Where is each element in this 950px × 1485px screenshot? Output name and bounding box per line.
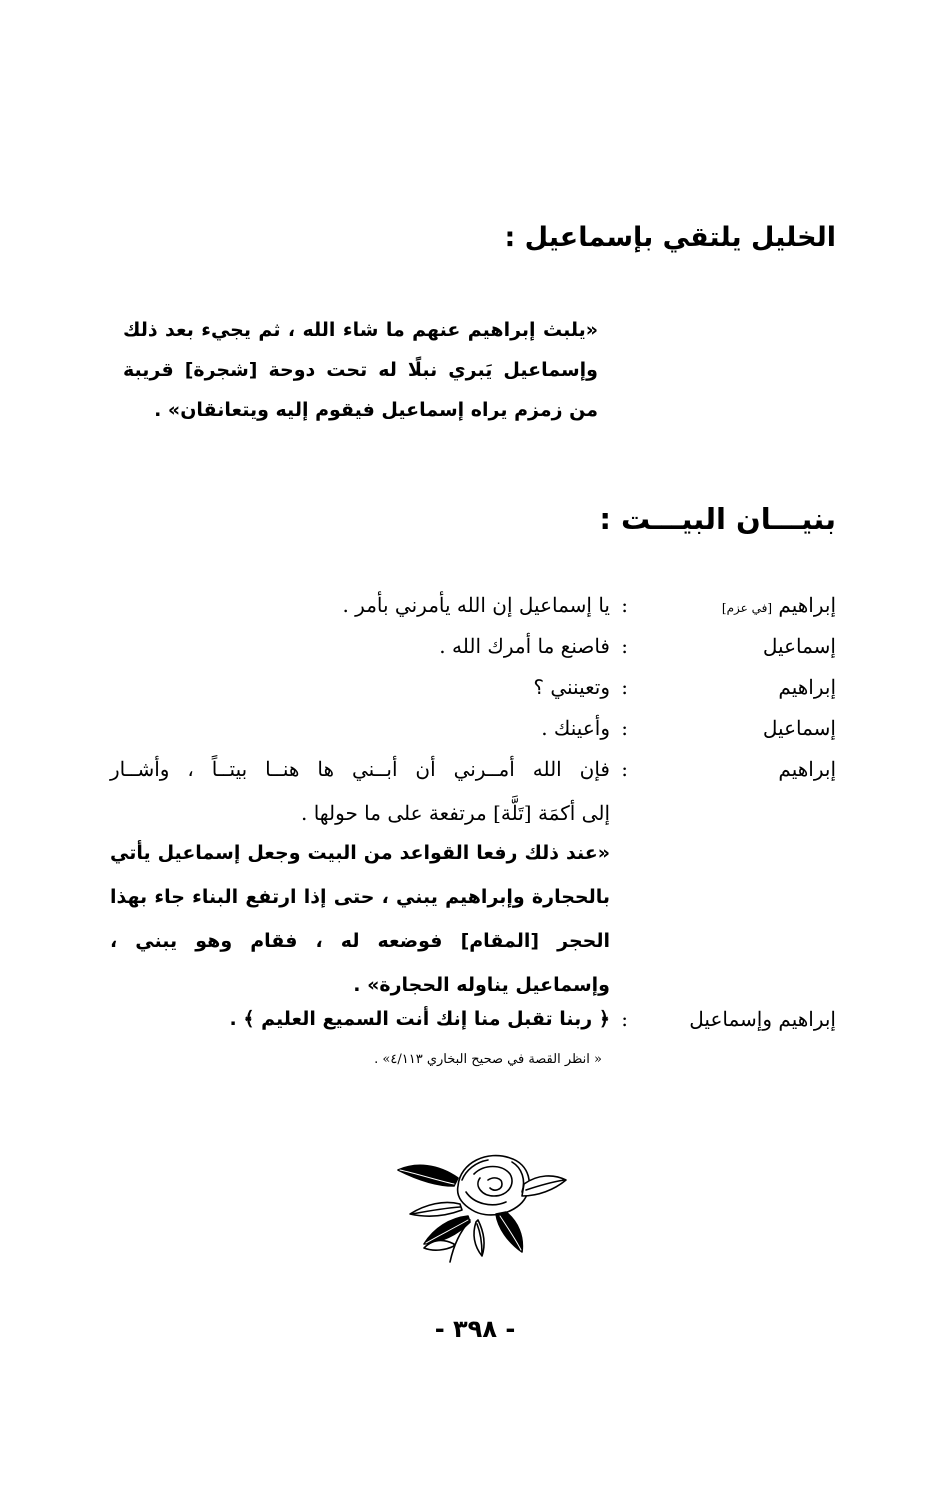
dialogue-row [110,999,836,1040]
footnote: « انظر القصة في صحيح البخاري ٤/١١٣» . [374,1052,602,1067]
dialogue-line: يا إسماعيل إن الله يأمرني بأمر . [342,593,610,617]
speaker-name: إسماعيل [762,634,836,658]
narration-paragraph: «عند ذلك رفعا القواعد من البيت وجعل إسماعيل يأتي بالحجارة وإبراهيم يبني ، حتى إذا ارتفع البناء جاء بهذا الحجر [المقام] فوضعه له ، فقام وهو يبني ، وإسماعيل يناوله الحجارة» . [110,842,610,996]
page-number: - ٣٩٨ - [434,1315,516,1343]
hadith-quote-paragraph: «يلبث إبراهيم عنهم ما شاء الله ، ثم يجيء بعد ذلك وإسماعيل يَبري نبلًا له تحت دوحة [شجرة] قريبة من زمزم يراه إسماعيل فيقوم إليه ويتعانقان» . [123,319,598,421]
dialogue-line: فاصنع ما أمرك الله . [439,634,610,658]
dialogue-row [110,626,836,667]
colon-separator: : [621,1007,628,1031]
colon-separator: : [621,675,628,699]
dialogue-line: وتعينني ؟ [533,675,610,699]
dialogue-row [110,585,836,626]
rose-ornament-icon [388,1134,568,1264]
stage-direction: [في عزم] [721,601,773,615]
section-heading-building-the-house: بنيـــان البيـــت : [599,502,836,536]
section-heading-khalil-meets-ismail: الخليل يلتقي بإسماعيل : [504,222,836,253]
speaker-name: إبراهيم [778,675,836,699]
colon-separator: : [621,593,628,617]
speaker-name: إبراهيم [في عزم] [721,593,836,617]
dialogue-row [110,667,836,708]
dialogue-line: فإن الله أمــرني أن أبــني ها هنــا بيتــاً ، وأشــار [110,757,610,781]
speaker-name: إبراهيم وإسماعيل [689,1007,836,1031]
dialogue-line-continuation: إلى أكمَة [تَلَّة] مرتفعة على ما حولها . [301,801,610,825]
colon-separator: : [621,634,628,658]
dialogue-block [110,585,836,1065]
speaker-name: إسماعيل [762,716,836,740]
dialogue-row [110,708,836,749]
colon-separator: : [621,757,628,781]
dialogue-line: وأعينك . [541,716,610,740]
dialogue-row [110,749,836,790]
colon-separator: : [621,716,628,740]
speaker-name: إبراهيم [778,757,836,781]
quran-verse-line: ﴿ ربنا تقبل منا إنك أنت السميع العليم ﴾ . [229,1008,610,1030]
